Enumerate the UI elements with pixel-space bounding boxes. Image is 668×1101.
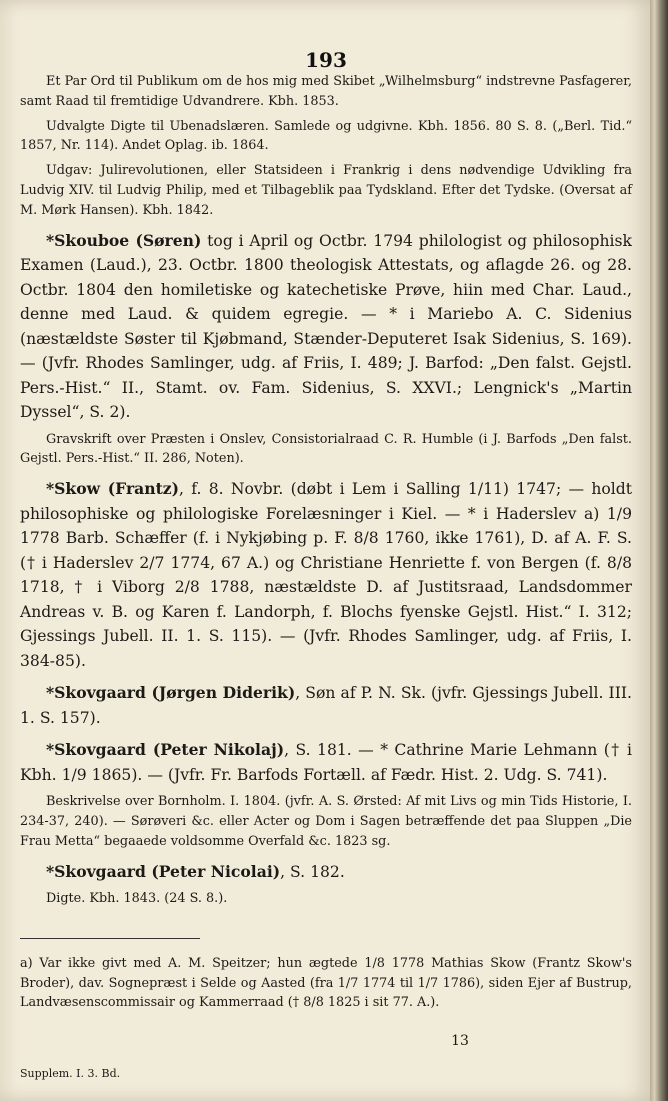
entry-heading: *Skovgaard (Jørgen Diderik) <box>46 683 296 703</box>
entry-text: Beskrivelse over Bornholm. I. 1804. (jvfr. A. S. Ørsted: Af mit Livs og min Tids Historie, I. 234-37, 240). — Sørøveri &c. eller Acter og Dom i Sagen betræffende det paa Sluppen „Die Frau Metta“ begaaede voldsomme Overfald &c. 1823 sg. <box>20 794 632 849</box>
sheet-number: 13 <box>451 1033 469 1049</box>
entry-skow: *Skow (Frantz), f. 8. Novbr. (døbt i Lem i Salling 1/11) 1747; — holdt philosophiske og philologiske Forelæsninger i Kiel. — * i Haderslev a) 1/9 1778 Barb. Schæffer (f. i Nykjøbing p. F. 8/8 1760, ikke 1761), D. af A. F. S. († i Haderslev 2/7 1774, 67 A.) og Christiane Henriette f. von Bergen (f. 8/8 1718, † i Viborg 2/8 1788, næstældste D. af Justitsraad, Landsdommer Andreas v. B. og Karen f. Landorph, f. Blochs fyenske Gejstl. Hist.“ I. 312; Gjessings Jubell. II. 1. S. 115). — (Jvfr. Rhodes Samlinger, udg. af Friis, I. 384-85). <box>20 479 632 670</box>
entry-text: Digte. Kbh. 1843. (24 S. 8.). <box>46 891 228 907</box>
entry-text: Udvalgte Digte til Ubenadslæren. Samlede og udgivne. Kbh. 1856. 80 S. 8. („Berl. Tid.“ 1857, Nr. 114). Andet Oplag. ib. 1864. <box>20 118 632 154</box>
entry-text: Udgav: Julirevolutionen, eller Statsideen i Frankrig i dens nødvendige Udvikling fra Ludvig XIV. til Ludvig Philip, med et Tilbageblik paa Tydskland. Efter det Tydske. (Oversat af M. Mørk Hansen). Kbh. 1842. <box>20 163 632 218</box>
entry-skouboe: *Skouboe (Søren) tog i April og Octbr. 1794 philologist og philosophisk Examen (Laud.), 23. Octbr. 1800 theologisk Attestats, og aflagde 26. og 28. Octbr. 1804 den homiletiske og katechetiske Prøve, hiin med Char. Laud., denne med Laud. & quidem egregie. — * i Mariebo A. C. Sidenius (næstældste Søster til Kjøbmand, Stænder-Deputeret Isak Sidenius, S. 169). — (Jvfr. Rhodes Samlinger, udg. af Friis, I. 489; J. Barfod: „Den falst. Gejstl. Pers.-Hist.“ II., Stamt. ov. Fam. Sidenius, S. XXVI.; Lengnick's „Martin Dyssel“, S. 2). <box>20 230 632 422</box>
entry-skovgaard-peter-nikolaj: *Skovgaard (Peter Nikolaj), S. 181. — * Cathrine Marie Lehmann († i Kbh. 1/9 1865). — (Jvfr. Fr. Barfods Fortæll. af Fædr. Hist. 2. Udg. S. 741). <box>20 740 632 784</box>
footnote <box>20 954 632 1013</box>
entry-heading: *Skovgaard (Peter Nicolai) <box>46 861 281 881</box>
entry-heading: *Skouboe (Søren) <box>46 230 202 250</box>
entry-skovgaard-jorgen: *Skovgaard (Jørgen Diderik), Søn af P. N. Sk. (jvfr. Gjessings Jubell. III. 1. S. 157). <box>20 683 632 727</box>
page-number: 193 <box>305 48 347 72</box>
book-spine <box>650 0 668 1101</box>
entry-heading: *Skovgaard (Peter Nikolaj) <box>46 740 285 760</box>
entry-skovgaard-peter-nicolai: *Skovgaard (Peter Nicolai), S. 182. <box>46 861 345 881</box>
printer-signature: Supplem. I. 3. Bd. <box>20 1067 121 1080</box>
entries-column <box>20 72 632 909</box>
entry-text: Et Par Ord til Publikum om de hos mig med Skibet „Wilhelmsburg“ indstrevne Pasfagerer, samt Raad til fremtidige Udvandrere. Kbh. 1853. <box>20 74 632 109</box>
footnote-mark: a) <box>20 956 33 971</box>
entry-heading: *Skow (Frantz) <box>46 479 180 499</box>
footnote-text: Var ikke givt med A. M. Speitzer; hun ægtede 1/8 1778 Mathias Skow (Frantz Skow's Broder), dav. Sognepræst i Selde og Aasted (fra 1/7 1774 til 1/7 1786), siden Ejer af Bustrup, Landvæsenscommissair og Kammerraad († 8/8 1825 i sit 77. A.). <box>20 956 632 1010</box>
footnote-divider <box>20 938 200 939</box>
entry-text: Gravskrift over Præsten i Onslev, Consistorialraad C. R. Humble (i J. Barfods „Den falst. Gejstl. Pers.-Hist.“ II. 286, Noten). <box>20 431 632 467</box>
